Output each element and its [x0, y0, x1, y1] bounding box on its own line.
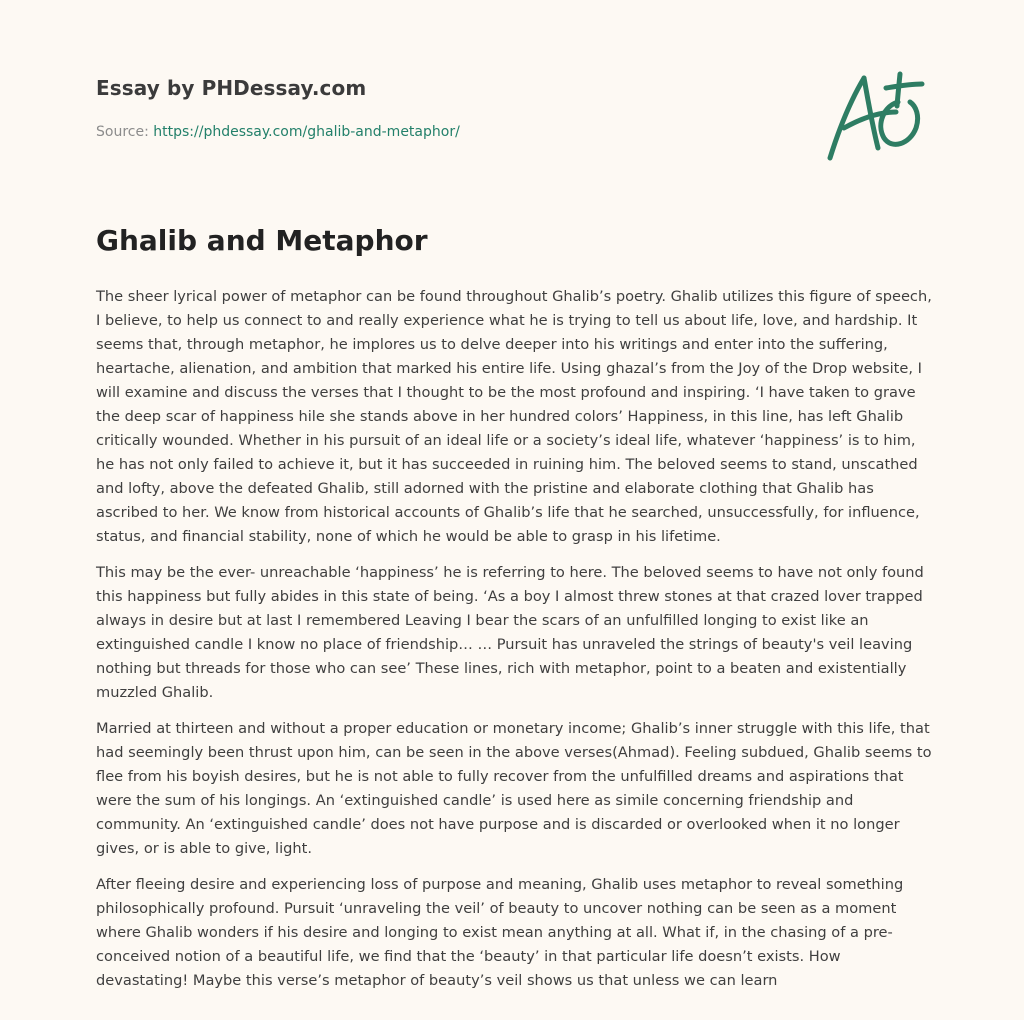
essay-paragraph: This may be the ever- unreachable ‘happiness’ he is referring to here. The beloved seems to have not only found this happiness but fully abides in this state of being. ‘As a boy I almost threw stones at that crazed lover trapped always in desire but at last I remembered Leaving I bear the scars of an unfulfilled longing to exist like an extinguished candle I know no place of friendship… … Pursuit has unraveled the strings of beauty's veil leaving nothing but threads for those who can see’ These lines, rich with metaphor, point to a beaten and existentially muzzled Ghalib. — [96, 564, 924, 701]
essay-title: Ghalib and Metaphor — [96, 224, 428, 257]
essay-paragraph: Married at thirteen and without a proper education or monetary income; Ghalib’s inner struggle with this life, that had seemingly been thrust upon him, can be seen in the above verses(Ahmad). Feeling subdued, Ghalib seems to flee from his boyish desires, but he is not able to fully recover from the unfulfilled dreams and aspirations that were the sum of his longings. An ‘extinguished candle’ is used here as simile concerning friendship and community. An ‘extinguished candle’ does not have purpose and is discarded or overlooked when it no longer gives, or is able to give, light. — [96, 720, 932, 857]
site-title: Essay by PHDessay.com — [96, 76, 367, 100]
essay-paragraph: After fleeing desire and experiencing loss of purpose and meaning, Ghalib uses metaphor to reveal something philosophically profound. Pursuit ‘unraveling the veil’ of beauty to uncover nothing can be seen as a moment where Ghalib wonders if his desire and longing to exist mean anything at all. What if, in the chasing of a pre-conceived notion of a beautiful life, we find that the ‘beauty’ in that particular life doesn’t exists. How devastating! Maybe this verse’s metaphor of beauty’s veil shows us that unless we can learn — [96, 876, 904, 989]
a-plus-logo-icon — [818, 66, 930, 166]
source-label: Source: — [96, 124, 154, 140]
essay-body — [96, 285, 932, 1005]
source-line — [96, 124, 460, 140]
essay-paragraph: The sheer lyrical power of metaphor can be found throughout Ghalib’s poetry. Ghalib utilizes this figure of speech, I believe, to help us connect to and really experience what he is trying to tell us about life, love, and hardship. It seems that, through metaphor, he implores us to delve deeper into his writings and enter into the suffering, heartache, alienation, and ambition that marked his entire life. Using ghazal’s from the Joy of the Drop website, I will examine and discuss the verses that I thought to be the most profound and inspiring. ‘I have taken to grave the deep scar of happiness hile she stands above in her hundred colors’ Happiness, in this line, has left Ghalib critically wounded. Whether in his pursuit of an ideal life or a society’s ideal life, whatever ‘happiness’ is to him, he has not only failed to achieve it, but it has succeeded in ruining him. The beloved seems to stand, unscathed and lofty, above the defeated Ghalib, still adorned with the pristine and elaborate clothing that Ghalib has ascribed to her. We know from historical accounts of Ghalib’s life that he searched, unsuccessfully, for influence, status, and financial stability, none of which he would be able to grasp in his lifetime. — [96, 288, 932, 545]
source-link[interactable]: https://phdessay.com/ghalib-and-metaphor/ — [153, 124, 460, 140]
